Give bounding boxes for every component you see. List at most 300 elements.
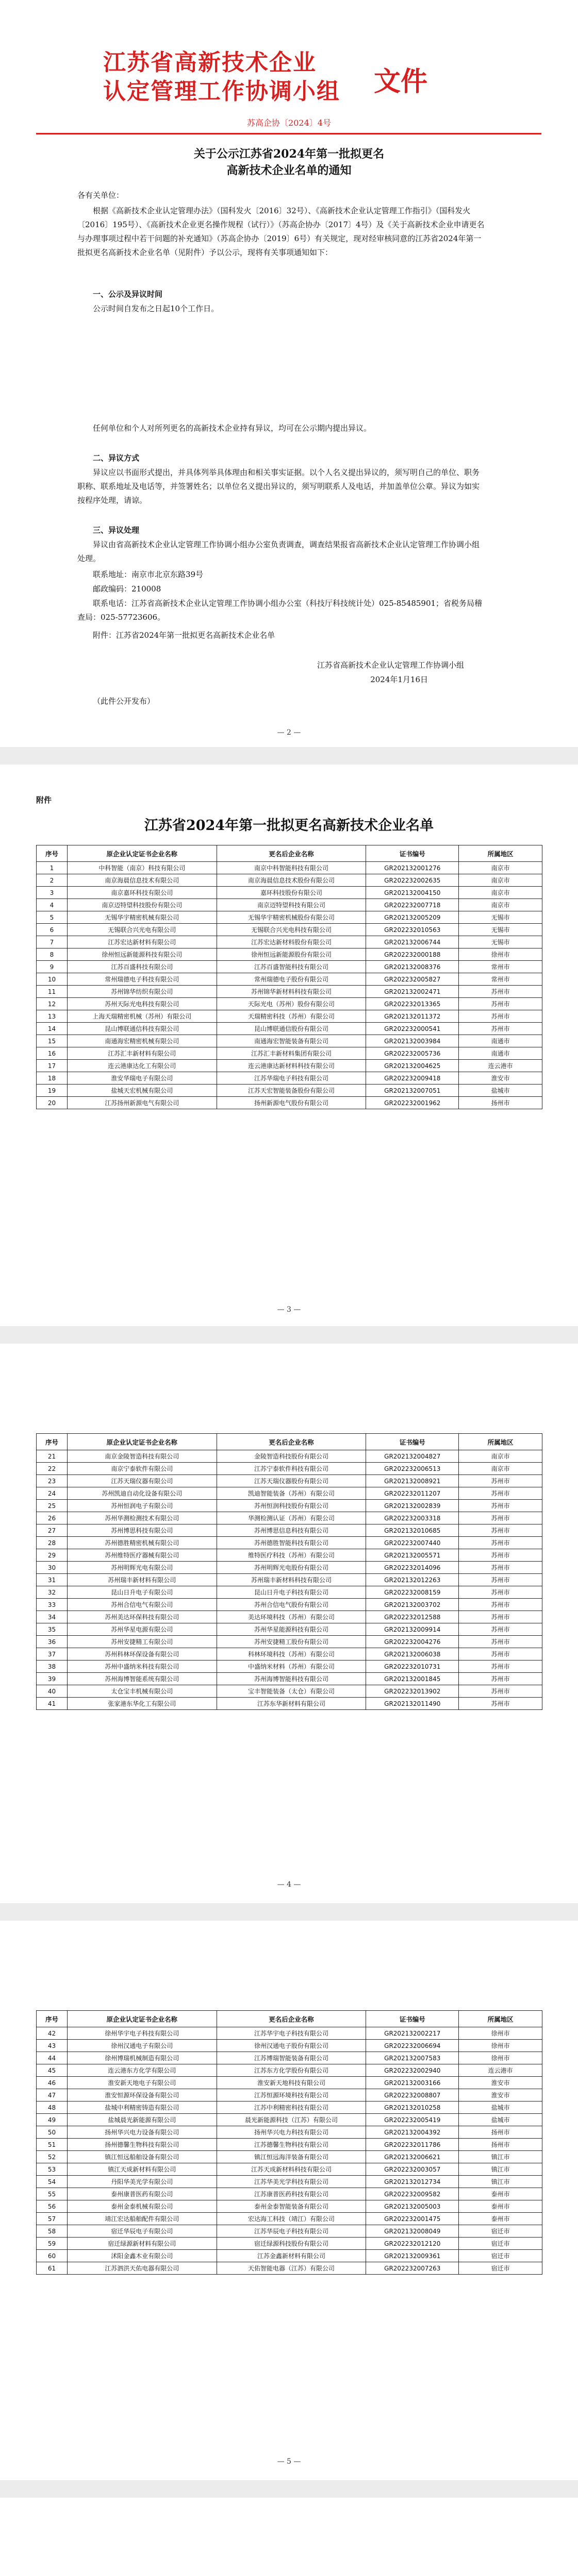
cell-region: 连云港市 [459, 2064, 542, 2077]
cell-certificate-no: GR202232007263 [366, 2262, 459, 2275]
cell-original-name: 镇江恒远船舶设备有限公司 [67, 2151, 217, 2163]
cell-index: 29 [37, 1549, 68, 1562]
cell-new-name: 凯迪智能装备（苏州）有限公司 [217, 1487, 366, 1500]
cell-index: 11 [37, 986, 68, 998]
cell-index: 5 [37, 911, 68, 924]
cell-index: 48 [37, 2102, 68, 2114]
table-row [37, 1010, 542, 1023]
cell-region: 南京市 [459, 899, 542, 911]
cell-region: 无锡市 [459, 936, 542, 948]
salutation: 各有关单位： [77, 191, 124, 200]
section-2-body: 异议应以书面形式提出，并具体列举具体理由和相关事实证据。以个人名义提出异议的，须写明自己的单位、职务职称、联系地址及电话等，并签署姓名；以单位名义提出异议的，须写明联系人及电话，并加盖单位公章。异议为如实按程序处理，请谅。 [77, 468, 480, 505]
cell-index: 19 [37, 1084, 68, 1097]
cell-region: 常州市 [459, 961, 542, 973]
cell-index: 61 [37, 2262, 68, 2275]
cell-original-name: 泰州康普医药有限公司 [67, 2188, 217, 2200]
attachment-page-4 [0, 2498, 578, 2576]
contact-address: 联系地址：南京市北京东路39号 [93, 570, 204, 579]
cell-certificate-no: GR202232013365 [366, 998, 459, 1010]
cell-new-name: 中盛纳米材料（苏州）有限公司 [217, 1660, 366, 1673]
table-row [37, 2064, 542, 2077]
cell-original-name: 张家港东华化工有限公司 [67, 1698, 217, 1710]
cell-new-name: 镇江恒远海洋装备有限公司 [217, 2151, 366, 2163]
page-number: — 2 — [277, 728, 301, 737]
cell-region: 扬州市 [459, 1097, 542, 1109]
blank-space [77, 318, 485, 416]
cell-index: 32 [37, 1586, 68, 1599]
cell-new-name: 科林环境科技（苏州）有限公司 [217, 1648, 366, 1660]
table-row [37, 887, 542, 899]
cell-new-name: 江苏金鑫新材料有限公司 [217, 2250, 366, 2262]
cell-region: 南京市 [459, 1463, 542, 1475]
cell-certificate-no: GR202232008807 [366, 2089, 459, 2102]
cell-region: 泰州市 [459, 2200, 542, 2213]
cell-original-name: 淮安恒源环保设备有限公司 [67, 2089, 217, 2102]
col-header-region: 所属地区 [459, 2011, 542, 2027]
cell-certificate-no: GR202232005827 [366, 973, 459, 986]
cell-original-name: 江苏泗洪天佑电器有限公司 [67, 2262, 217, 2275]
cell-new-name: 昆山博联通信股份有限公司 [217, 1023, 366, 1035]
cell-index: 33 [37, 1599, 68, 1611]
table-row [37, 1636, 542, 1648]
cell-certificate-no: GR202132005571 [366, 1549, 459, 1562]
cell-original-name: 无锡华宇精密机械有限公司 [67, 911, 217, 924]
cell-original-name: 上海天瑞精密机械（苏州）有限公司 [67, 1010, 217, 1023]
cell-new-name: 江苏汇丰新材料集团有限公司 [217, 1047, 366, 1060]
cell-region: 南京市 [459, 887, 542, 899]
attachment-page-1 [0, 765, 578, 1326]
section-3-title: 三、异议处理 [93, 526, 140, 535]
document-header-title [103, 48, 361, 106]
cell-index: 10 [37, 973, 68, 986]
cell-certificate-no: GR202232000541 [366, 1023, 459, 1035]
notice-title-line2: 高新技术企业名单的通知 [226, 164, 352, 177]
cell-certificate-no: GR202132008921 [366, 1475, 459, 1487]
cell-new-name: 南京海晨信息技术股份有限公司 [217, 874, 366, 887]
cell-original-name: 盐城天宏机械有限公司 [67, 1084, 217, 1097]
cell-region: 宿迁市 [459, 2225, 542, 2238]
table-row [37, 2200, 542, 2213]
cell-index: 4 [37, 899, 68, 911]
cell-region: 苏州市 [459, 1698, 542, 1710]
cell-original-name: 苏州凯迪自动化设备有限公司 [67, 1487, 217, 1500]
notice-title-line1: 关于公示江苏省2024年第一批拟更名 [193, 147, 385, 161]
cell-original-name: 连云港康达化工有限公司 [67, 1060, 217, 1072]
cell-certificate-no: GR202232011207 [366, 1487, 459, 1500]
cell-certificate-no: GR202232007440 [366, 1537, 459, 1549]
table-row [37, 2213, 542, 2225]
cell-original-name: 盐城中利精密铸造有限公司 [67, 2102, 217, 2114]
cell-index: 7 [37, 936, 68, 948]
cell-certificate-no: GR202232012588 [366, 1611, 459, 1623]
table-row [37, 2250, 542, 2262]
company-table [36, 1433, 542, 1710]
table-row [37, 2077, 542, 2089]
cell-new-name: 苏州锦华新材料科技有限公司 [217, 986, 366, 998]
cell-index: 50 [37, 2126, 68, 2139]
page-separator [0, 1326, 578, 1344]
signing-date: 2024年1月16日 [370, 675, 428, 684]
section-3-body: 异议由省高新技术企业认定管理工作协调小组办公室负责调查，调查结果报省高新技术企业认定管理工作协调小组处理。 [77, 540, 480, 563]
cell-original-name: 苏州安捷精工有限公司 [67, 1636, 217, 1648]
cell-index: 8 [37, 948, 68, 961]
cell-original-name: 常州瑞德电子科技有限公司 [67, 973, 217, 986]
table-row [37, 1549, 542, 1562]
cell-certificate-no: GR202232013902 [366, 1685, 459, 1698]
table-row [37, 924, 542, 936]
cell-index: 14 [37, 1023, 68, 1035]
cell-region: 无锡市 [459, 924, 542, 936]
cell-certificate-no: GR202132010685 [366, 1524, 459, 1537]
table-row [37, 986, 542, 998]
company-table [36, 2010, 542, 2275]
cell-region: 苏州市 [459, 1010, 542, 1023]
cell-new-name: 嘉环科技股份有限公司 [217, 887, 366, 899]
table-row [37, 1035, 542, 1047]
table-row [37, 2139, 542, 2151]
cell-region: 苏州市 [459, 1599, 542, 1611]
table-row [37, 1463, 542, 1475]
cell-certificate-no: GR202132003166 [366, 2077, 459, 2089]
cell-region: 苏州市 [459, 998, 542, 1010]
cell-certificate-no: GR202132002471 [366, 986, 459, 998]
table-row [37, 2225, 542, 2238]
cell-new-name: 美达环境科技（苏州）有限公司 [217, 1611, 366, 1623]
table-row [37, 961, 542, 973]
table-row [37, 2102, 542, 2114]
cell-index: 43 [37, 2040, 68, 2052]
attachment-page-3 [0, 1921, 578, 2480]
cell-index: 38 [37, 1660, 68, 1673]
cell-original-name: 扬州华兴电力设备有限公司 [67, 2126, 217, 2139]
cell-original-name: 徐州华宇电子科技有限公司 [67, 2027, 217, 2040]
table-row [37, 1084, 542, 1097]
cell-new-name: 晨光新能源科技（江苏）有限公司 [217, 2114, 366, 2126]
cell-new-name: 无锡华宇精密机械股份有限公司 [217, 911, 366, 924]
cell-index: 59 [37, 2238, 68, 2250]
table-header-row [37, 2011, 542, 2027]
cell-new-name: 江苏博瑞智能装备有限公司 [217, 2052, 366, 2064]
cell-region: 苏州市 [459, 1574, 542, 1586]
cell-region: 南通市 [459, 1047, 542, 1060]
table-row [37, 1500, 542, 1512]
cell-region: 徐州市 [459, 2040, 542, 2052]
cell-certificate-no: GR202132006744 [366, 936, 459, 948]
table-row [37, 1023, 542, 1035]
cell-index: 56 [37, 2200, 68, 2213]
contact-phone: 联系电话：江苏省高新技术企业认定管理工作协调小组办公室（科技厅科技统计处）025-85485901；省税务局稽查局：025-57723606。 [77, 599, 483, 622]
cell-certificate-no: GR202232009582 [366, 2188, 459, 2200]
cell-index: 52 [37, 2151, 68, 2163]
table-row [37, 2163, 542, 2176]
cell-original-name: 南京迈特望科技股份有限公司 [67, 899, 217, 911]
cell-new-name: 天佑智能电器（江苏）有限公司 [217, 2262, 366, 2275]
document-number: 苏高企协〔2024〕4号 [247, 118, 331, 128]
cell-new-name: 江苏中利精密科技有限公司 [217, 2102, 366, 2114]
cell-new-name: 连云港康达新材料科技有限公司 [217, 1060, 366, 1072]
cell-region: 苏州市 [459, 1500, 542, 1512]
cell-original-name: 徐州恒远新能源科技有限公司 [67, 948, 217, 961]
cell-index: 49 [37, 2114, 68, 2126]
cell-original-name: 苏州博思科技有限公司 [67, 1524, 217, 1537]
cell-original-name: 江苏天瑞仪器有限公司 [67, 1475, 217, 1487]
table-row [37, 1673, 542, 1685]
cell-certificate-no: GR202132002217 [366, 2027, 459, 2040]
cell-original-name: 昆山博联通信科技有限公司 [67, 1023, 217, 1035]
cell-certificate-no: GR202232002635 [366, 874, 459, 887]
objection-paragraph: 任何单位和个人对所列更名的高新技术企业持有异议，均可在公示期内提出异议。 [93, 423, 372, 433]
col-header-original-name: 原企业认定证书企业名称 [67, 845, 217, 862]
cell-new-name: 苏州博思信息科技有限公司 [217, 1524, 366, 1537]
cell-region: 南京市 [459, 862, 542, 874]
table-row [37, 1648, 542, 1660]
cell-original-name: 靖江宏达船舶配件有限公司 [67, 2213, 217, 2225]
cell-original-name: 镇江天成新材料有限公司 [67, 2163, 217, 2176]
table-row [37, 2089, 542, 2102]
cell-index: 42 [37, 2027, 68, 2040]
cell-region: 镇江市 [459, 2163, 542, 2176]
attachment-page-2 [0, 1344, 578, 1903]
table-row [37, 1623, 542, 1636]
cell-region: 宿迁市 [459, 2262, 542, 2275]
cell-new-name: 华测检测认证（苏州）有限公司 [217, 1512, 366, 1524]
cell-index: 57 [37, 2213, 68, 2225]
table-row [37, 1072, 542, 1084]
cell-certificate-no: GR202132011372 [366, 1010, 459, 1023]
cell-region: 苏州市 [459, 1586, 542, 1599]
cell-new-name: 维特医疗科技（苏州）有限公司 [217, 1549, 366, 1562]
cell-certificate-no: GR202132010258 [366, 2102, 459, 2114]
cell-original-name: 江苏百盛科技有限公司 [67, 961, 217, 973]
cell-index: 22 [37, 1463, 68, 1475]
cell-index: 53 [37, 2163, 68, 2176]
cell-region: 徐州市 [459, 948, 542, 961]
section-1-title: 一、公示及异议时间 [93, 290, 163, 299]
cell-certificate-no: GR202232010731 [366, 1660, 459, 1673]
table-header-row [37, 1434, 542, 1450]
cell-region: 泰州市 [459, 2188, 542, 2200]
col-header-index: 序号 [37, 845, 68, 862]
page-separator [0, 1903, 578, 1921]
cell-region: 苏州市 [459, 1673, 542, 1685]
cell-original-name: 宿迁绿源新材料有限公司 [67, 2238, 217, 2250]
cell-index: 37 [37, 1648, 68, 1660]
table-row [37, 2126, 542, 2139]
col-header-original-name: 原企业认定证书企业名称 [67, 1434, 217, 1450]
cell-new-name: 南京中科智能科技有限公司 [217, 862, 366, 874]
cell-new-name: 苏州德胜智能科技有限公司 [217, 1537, 366, 1549]
cell-original-name: 沭阳金鑫木业有限公司 [67, 2250, 217, 2262]
cell-new-name: 江苏东华新材料有限公司 [217, 1698, 366, 1710]
contact-postcode: 邮政编码：210008 [93, 584, 161, 594]
cell-index: 16 [37, 1047, 68, 1060]
table-row [37, 1512, 542, 1524]
cell-original-name: 扬州德馨生物科技有限公司 [67, 2139, 217, 2151]
col-header-new-name: 更名后企业名称 [217, 1434, 366, 1450]
cell-certificate-no: GR202232000188 [366, 948, 459, 961]
cell-region: 苏州市 [459, 1549, 542, 1562]
cell-original-name: 苏州海博智能系统有限公司 [67, 1673, 217, 1685]
table-row [37, 1586, 542, 1599]
cell-index: 39 [37, 1673, 68, 1685]
notice-title [0, 146, 578, 179]
cell-index: 35 [37, 1623, 68, 1636]
cell-index: 15 [37, 1035, 68, 1047]
cell-new-name: 江苏东方化学股份有限公司 [217, 2064, 366, 2077]
table-row [37, 1574, 542, 1586]
col-header-index: 序号 [37, 2011, 68, 2027]
table-row [37, 1524, 542, 1537]
cell-region: 淮安市 [459, 2077, 542, 2089]
cell-new-name: 江苏恒源环境科技有限公司 [217, 2089, 366, 2102]
col-header-original-name: 原企业认定证书企业名称 [67, 2011, 217, 2027]
cell-original-name: 苏州恒润电子有限公司 [67, 1500, 217, 1512]
page-number: — 5 — [277, 2458, 301, 2466]
company-table [36, 845, 542, 1109]
section-2-title: 二、异议方式 [93, 453, 140, 463]
table-row [37, 1060, 542, 1072]
cell-new-name: 江苏天瑞仪器股份有限公司 [217, 1475, 366, 1487]
cell-index: 3 [37, 887, 68, 899]
signer: 江苏省高新技术企业认定管理工作协调小组 [317, 660, 464, 670]
header-title-line1: 江苏省高新技术企业 [103, 49, 317, 76]
page-separator [0, 2480, 578, 2498]
cell-new-name: 江苏康普医药科技有限公司 [217, 2188, 366, 2200]
cell-original-name: 南京宁泰软件有限公司 [67, 1463, 217, 1475]
cell-new-name: 江苏华宇电子科技有限公司 [217, 2027, 366, 2040]
cell-original-name: 中科智能（南京）科技有限公司 [67, 862, 217, 874]
cell-index: 20 [37, 1097, 68, 1109]
cell-region: 扬州市 [459, 2139, 542, 2151]
cell-new-name: 苏州海博智能科技有限公司 [217, 1673, 366, 1685]
notice-page [0, 0, 578, 747]
cell-certificate-no: GR202232005736 [366, 1047, 459, 1060]
cell-region: 宿迁市 [459, 2238, 542, 2250]
cell-index: 28 [37, 1537, 68, 1549]
cell-index: 58 [37, 2225, 68, 2238]
cell-original-name: 淮安新天地电子有限公司 [67, 2077, 217, 2089]
cell-new-name: 苏州明辉光电股份有限公司 [217, 1562, 366, 1574]
cell-region: 苏州市 [459, 1623, 542, 1636]
cell-new-name: 苏州合信电气股份有限公司 [217, 1599, 366, 1611]
cell-index: 36 [37, 1636, 68, 1648]
table-row [37, 1599, 542, 1611]
cell-new-name: 徐州恒远新能源股份有限公司 [217, 948, 366, 961]
cell-index: 34 [37, 1611, 68, 1623]
cell-new-name: 江苏华辰电子科技有限公司 [217, 2225, 366, 2238]
cell-index: 12 [37, 998, 68, 1010]
cell-original-name: 盐城晨光新能源有限公司 [67, 2114, 217, 2126]
cell-index: 9 [37, 961, 68, 973]
cell-index: 30 [37, 1562, 68, 1574]
cell-certificate-no: GR202132012734 [366, 2176, 459, 2188]
cell-region: 南京市 [459, 1450, 542, 1463]
cell-new-name: 江苏德馨生物科技有限公司 [217, 2139, 366, 2151]
cell-certificate-no: GR202232001962 [366, 1097, 459, 1109]
cell-certificate-no: GR202232009418 [366, 1072, 459, 1084]
cell-original-name: 江苏宏达新材料有限公司 [67, 936, 217, 948]
cell-region: 连云港市 [459, 1060, 542, 1072]
cell-index: 6 [37, 924, 68, 936]
cell-certificate-no: GR202132003702 [366, 1599, 459, 1611]
cell-original-name: 徐州汉通电子有限公司 [67, 2040, 217, 2052]
cell-new-name: 常州瑞德电子股份有限公司 [217, 973, 366, 986]
cell-region: 苏州市 [459, 1537, 542, 1549]
cell-region: 淮安市 [459, 1072, 542, 1084]
cell-new-name: 宏达海工科技（靖江）有限公司 [217, 2213, 366, 2225]
col-header-certificate: 证书编号 [366, 845, 459, 862]
cell-new-name: 扬州新源电气股份有限公司 [217, 1097, 366, 1109]
table-row [37, 911, 542, 924]
cell-certificate-no: GR202132007051 [366, 1084, 459, 1097]
cell-certificate-no: GR202132006621 [366, 2151, 459, 2163]
cell-original-name: 苏州中盛纳米科技有限公司 [67, 1660, 217, 1673]
cell-index: 47 [37, 2089, 68, 2102]
table-row [37, 1537, 542, 1549]
table-row [37, 2027, 542, 2040]
table-row [37, 2114, 542, 2126]
cell-new-name: 昆山日升电子科技有限公司 [217, 1586, 366, 1599]
cell-certificate-no: GR202132012263 [366, 1574, 459, 1586]
cell-new-name: 天瑞精密科技（苏州）有限公司 [217, 1010, 366, 1023]
table-row [37, 948, 542, 961]
cell-new-name: 苏州安捷精工股份有限公司 [217, 1636, 366, 1648]
cell-new-name: 江苏华美光学科技有限公司 [217, 2176, 366, 2188]
cell-region: 苏州市 [459, 1636, 542, 1648]
table-row [37, 2188, 542, 2200]
table-row [37, 2151, 542, 2163]
cell-region: 苏州市 [459, 1475, 542, 1487]
cell-region: 镇江市 [459, 2176, 542, 2188]
cell-certificate-no: GR202232002940 [366, 2064, 459, 2077]
cell-region: 南京市 [459, 874, 542, 887]
cell-region: 苏州市 [459, 986, 542, 998]
cell-new-name: 江苏华瑞电子科技有限公司 [217, 1072, 366, 1084]
cell-certificate-no: GR202232012120 [366, 2238, 459, 2250]
cell-region: 苏州市 [459, 1524, 542, 1537]
document-header-suffix: 文件 [374, 66, 428, 97]
cell-certificate-no: GR202232014096 [366, 1562, 459, 1574]
table-row [37, 1562, 542, 1574]
cell-new-name: 徐州汉通电子股份有限公司 [217, 2040, 366, 2052]
cell-certificate-no: GR202232007718 [366, 899, 459, 911]
attachment-note: 附件：江苏省2024年第一批拟更名高新技术企业名单 [93, 631, 275, 640]
cell-certificate-no: GR202132009361 [366, 2250, 459, 2262]
table-row [37, 1611, 542, 1623]
cell-new-name: 苏州瑞丰新材料科技有限公司 [217, 1574, 366, 1586]
table-row [37, 2040, 542, 2052]
cell-original-name: 苏州维特医疗器械有限公司 [67, 1549, 217, 1562]
cell-index: 41 [37, 1698, 68, 1710]
cell-original-name: 南京海晨信息技术有限公司 [67, 874, 217, 887]
col-header-index: 序号 [37, 1434, 68, 1450]
cell-original-name: 淮安华瑞电子有限公司 [67, 1072, 217, 1084]
cell-index: 51 [37, 2139, 68, 2151]
cell-region: 盐城市 [459, 2102, 542, 2114]
cell-certificate-no: GR202132004392 [366, 2126, 459, 2139]
col-header-region: 所属地区 [459, 845, 542, 862]
cell-original-name: 江苏汇丰新材料有限公司 [67, 1047, 217, 1060]
cell-original-name: 苏州天际光电科技有限公司 [67, 998, 217, 1010]
attachment-title: 江苏省2024年第一批拟更名高新技术企业名单 [144, 818, 434, 834]
page-number: — 3 — [277, 1306, 301, 1314]
cell-certificate-no: GR202232001475 [366, 2213, 459, 2225]
cell-new-name: 南通海宏智能装备有限公司 [217, 1035, 366, 1047]
cell-index: 55 [37, 2188, 68, 2200]
cell-index: 45 [37, 2064, 68, 2077]
table-row [37, 1047, 542, 1060]
cell-index: 44 [37, 2052, 68, 2064]
